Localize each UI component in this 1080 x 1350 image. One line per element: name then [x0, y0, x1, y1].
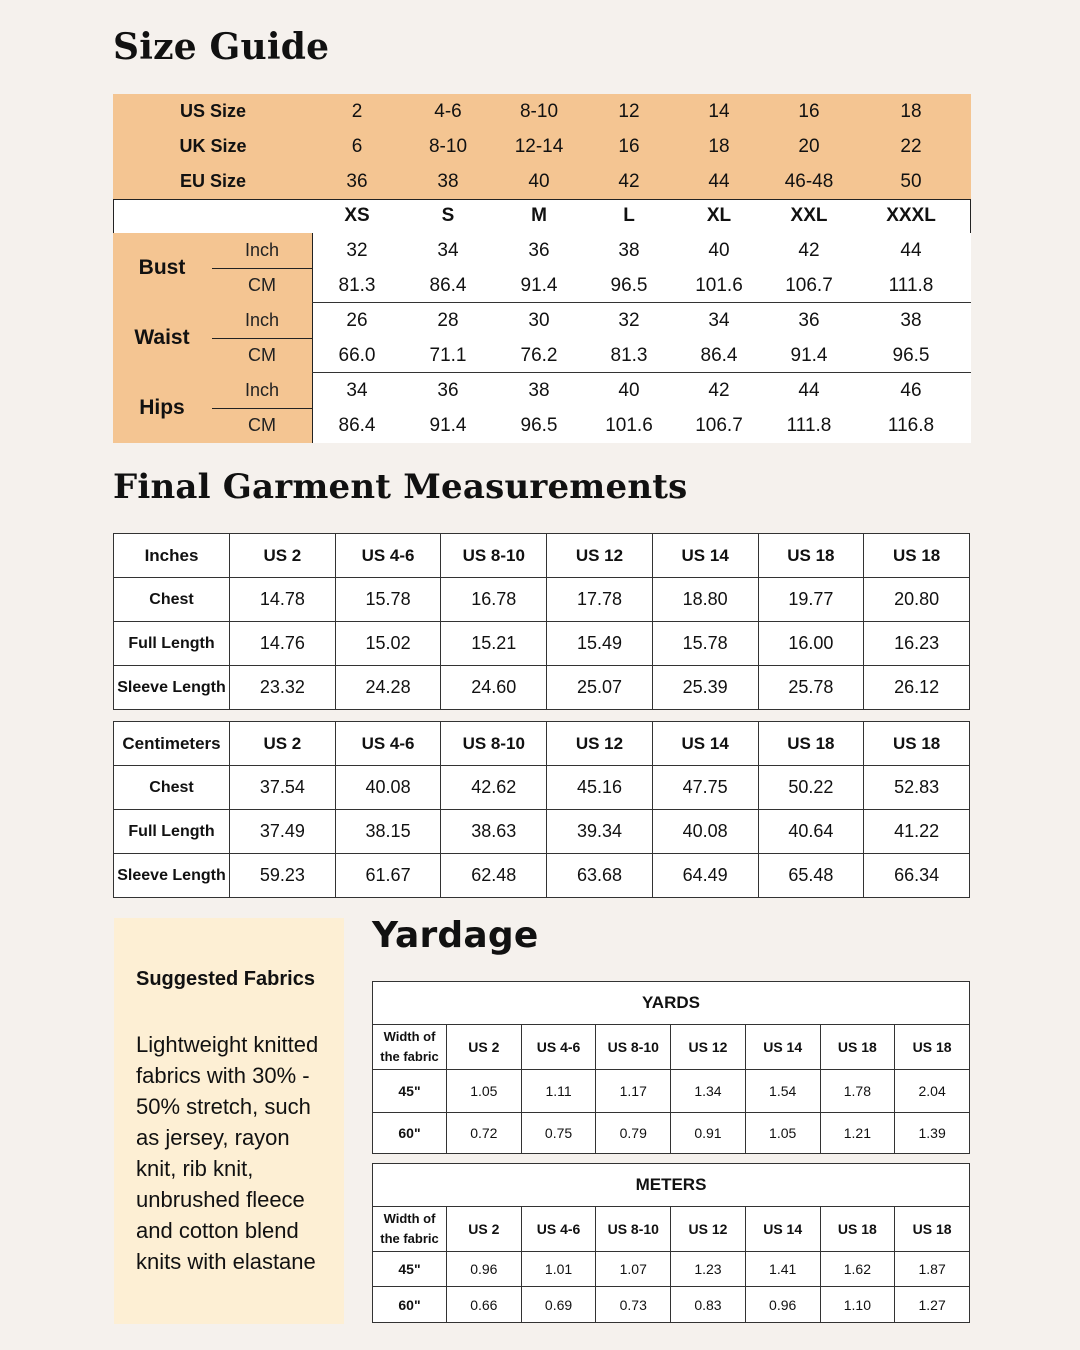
- letter-size-row-cell: L: [623, 205, 635, 226]
- meters-row: [373, 1252, 970, 1287]
- measure-waist-inch-cell: 30: [528, 310, 550, 331]
- unit-cm: CM: [248, 415, 276, 435]
- centimeters-cell: 62.48: [441, 854, 547, 898]
- measure-bust-inch-cell: 32: [346, 240, 368, 261]
- centimeters-cell: 63.68: [547, 854, 653, 898]
- yards-row-label: 60": [373, 1113, 447, 1154]
- measure-bust-cm-cell: 106.7: [785, 275, 833, 296]
- measure-bust-cm-cell: 111.8: [888, 275, 934, 296]
- yards-row-label: 45": [373, 1070, 447, 1113]
- size-guide-chart: [113, 94, 971, 443]
- size-row-us: [113, 94, 971, 129]
- inches-column-header: US 4-6: [335, 534, 441, 578]
- centimeters-cell: 42.62: [441, 766, 547, 810]
- unit-inch: Inch: [244, 240, 280, 260]
- inches-cell: 26.12: [864, 666, 970, 710]
- yards-cell: 0.91: [671, 1113, 746, 1154]
- yards-cell: 0.72: [447, 1113, 522, 1154]
- inches-column-header: US 8-10: [441, 534, 547, 578]
- letter-size-row-cell: XS: [344, 205, 370, 226]
- centimeters-corner: Centimeters: [114, 722, 230, 766]
- centimeters-cell: 52.83: [864, 766, 970, 810]
- centimeters-cell: 59.23: [230, 854, 336, 898]
- inches-cell: 18.80: [652, 578, 758, 622]
- size-row-label: EU Size: [179, 171, 247, 191]
- size-row-eu-cell: 38: [437, 171, 459, 192]
- centimeters-row-label: Full Length: [114, 810, 230, 854]
- measure-hips-cm-cell: 106.7: [695, 415, 743, 436]
- measure-hips-cm: [113, 408, 971, 443]
- suggested-fabrics-text: Lightweight knitted fabrics with 30% - 50% stretch, such as jersey, rayon knit, rib knit, unbrushed fleece and cotton blend knits with elastane: [136, 1032, 319, 1274]
- letter-size-row-cell: S: [441, 205, 455, 226]
- size-row-eu-cell: 36: [346, 171, 368, 192]
- measure-bust-cm-cell: 86.4: [429, 275, 467, 296]
- measure-waist-inch-cell: 26: [346, 310, 368, 331]
- yards-header-row: [373, 1025, 970, 1070]
- inches-row-label: Chest: [114, 578, 230, 622]
- suggested-fabrics-box: [114, 918, 344, 1324]
- inches-cell: 15.78: [652, 622, 758, 666]
- measure-waist-inch-cell: 28: [437, 310, 459, 331]
- meters-cell: 1.23: [671, 1252, 746, 1287]
- meters-cell: 1.10: [820, 1287, 895, 1323]
- inches-cell: 15.78: [335, 578, 441, 622]
- meters-cell: 0.96: [447, 1252, 522, 1287]
- size-row-us-cell: 8-10: [519, 101, 559, 122]
- unit-cm: CM: [248, 345, 276, 365]
- centimeters-cell: 40.08: [652, 810, 758, 854]
- size-row-us-cell: 16: [798, 101, 820, 122]
- measure-hips-cm-cell: 101.6: [605, 415, 653, 436]
- yards-cell: 2.04: [895, 1070, 970, 1113]
- inches-column-header: US 18: [864, 534, 970, 578]
- yards-column-header: US 18: [820, 1025, 895, 1070]
- centimeters-cell: 65.48: [758, 854, 864, 898]
- size-row-us-cell: 4-6: [434, 101, 462, 122]
- yards-cell: 1.11: [521, 1070, 596, 1113]
- size-row-eu-cell: 50: [900, 171, 922, 192]
- measure-hips-inch-cell: 42: [708, 380, 730, 401]
- yards-cell: 1.34: [671, 1070, 746, 1113]
- size-row-us-cell: 14: [708, 101, 730, 122]
- size-row-us-cell: 18: [900, 101, 922, 122]
- measure-waist-cm-cell: 81.3: [610, 345, 648, 366]
- inches-column-header: US 14: [652, 534, 758, 578]
- yards-cell: 0.79: [596, 1113, 671, 1154]
- centimeters-column-header: US 12: [547, 722, 653, 766]
- size-row-eu-cell: 40: [528, 171, 550, 192]
- yards-table: [372, 981, 970, 1154]
- centimeters-table: [113, 721, 970, 898]
- inches-cell: 15.02: [335, 622, 441, 666]
- letter-size-row: [113, 198, 971, 233]
- centimeters-row: [114, 810, 970, 854]
- inches-column-header: US 18: [758, 534, 864, 578]
- measure-hips-cm-cell: 91.4: [429, 415, 467, 436]
- unit-inch: Inch: [244, 310, 280, 330]
- inches-cell: 19.77: [758, 578, 864, 622]
- yards-column-header: US 4-6: [521, 1025, 596, 1070]
- yards-corner: Width of the fabric: [373, 1025, 447, 1070]
- measure-hips-inch-cell: 44: [798, 380, 820, 401]
- measure-hips-cm-cell: 86.4: [338, 415, 376, 436]
- size-row-label: US Size: [179, 101, 247, 121]
- yards-column-header: US 12: [671, 1025, 746, 1070]
- yards-column-header: US 18: [895, 1025, 970, 1070]
- centimeters-row: [114, 766, 970, 810]
- meters-column-header: US 4-6: [521, 1207, 596, 1252]
- meters-column-header: US 18: [895, 1207, 970, 1252]
- meters-cell: 1.07: [596, 1252, 671, 1287]
- meters-title-row: [373, 1164, 970, 1207]
- meters-cell: 1.27: [895, 1287, 970, 1323]
- meters-column-header: US 8-10: [596, 1207, 671, 1252]
- inches-cell: 14.76: [230, 622, 336, 666]
- measure-waist-cm: [113, 338, 971, 373]
- inches-row-label: Sleeve Length: [114, 666, 230, 710]
- centimeters-header-row: [114, 722, 970, 766]
- inches-cell: 24.60: [441, 666, 547, 710]
- centimeters-cell: 64.49: [652, 854, 758, 898]
- meters-cell: 1.01: [521, 1252, 596, 1287]
- meters-cell: 1.87: [895, 1252, 970, 1287]
- measure-waist-cm-cell: 96.5: [892, 345, 930, 366]
- centimeters-column-header: US 18: [758, 722, 864, 766]
- size-row-uk-cell: 12-14: [514, 136, 564, 157]
- unit-cm: CM: [248, 275, 276, 295]
- centimeters-cell: 37.54: [230, 766, 336, 810]
- measure-waist-cm-cell: 71.1: [429, 345, 467, 366]
- centimeters-cell: 47.75: [652, 766, 758, 810]
- size-row-uk-cell: 16: [618, 136, 640, 157]
- size-row-uk-cell: 18: [708, 136, 730, 157]
- yards-cell: 0.75: [521, 1113, 596, 1154]
- inches-row: [114, 666, 970, 710]
- centimeters-cell: 40.64: [758, 810, 864, 854]
- meters-column-header: US 18: [820, 1207, 895, 1252]
- measure-bust-inch-cell: 36: [528, 240, 550, 261]
- size-row-us-cell: 12: [618, 101, 640, 122]
- meters-header-row: [373, 1207, 970, 1252]
- meters-column-header: US 14: [745, 1207, 820, 1252]
- inches-cell: 20.80: [864, 578, 970, 622]
- centimeters-cell: 40.08: [335, 766, 441, 810]
- inches-row: [114, 622, 970, 666]
- centimeters-cell: 39.34: [547, 810, 653, 854]
- letter-size-row-cell: XL: [706, 205, 732, 226]
- measure-bust-inch-cell: 40: [708, 240, 730, 261]
- meters-cell: 1.41: [745, 1252, 820, 1287]
- measure-waist-inch-cell: 36: [798, 310, 820, 331]
- centimeters-row-label: Sleeve Length: [114, 854, 230, 898]
- yards-cell: 1.21: [820, 1113, 895, 1154]
- measure-waist-inch: [113, 303, 971, 338]
- measure-hips-inch-cell: 34: [346, 380, 368, 401]
- inches-table: [113, 533, 970, 710]
- letter-size-row-cell: XXXL: [886, 205, 936, 226]
- yards-cell: 1.54: [745, 1070, 820, 1113]
- inches-header-row: [114, 534, 970, 578]
- final-measurements-title: Final Garment Measurements: [113, 467, 688, 507]
- inches-column-header: US 12: [547, 534, 653, 578]
- size-row-label: UK Size: [179, 136, 247, 156]
- measure-hips-inch-cell: 36: [437, 380, 459, 401]
- measure-bust-inch-cell: 44: [900, 240, 922, 261]
- measure-waist-label: Waist: [134, 326, 190, 349]
- meters-row-label: 45": [373, 1252, 447, 1287]
- centimeters-column-header: US 8-10: [441, 722, 547, 766]
- measure-bust-inch-cell: 34: [437, 240, 459, 261]
- size-row-uk-cell: 8-10: [428, 136, 468, 157]
- measure-hips-inch: [113, 373, 971, 408]
- size-row-uk-cell: 22: [900, 136, 922, 157]
- inches-corner: Inches: [114, 534, 230, 578]
- centimeters-cell: 45.16: [547, 766, 653, 810]
- centimeters-cell: 38.15: [335, 810, 441, 854]
- centimeters-column-header: US 14: [652, 722, 758, 766]
- yards-cell: 1.05: [745, 1113, 820, 1154]
- measure-bust-cm-cell: 96.5: [610, 275, 648, 296]
- centimeters-row: [114, 854, 970, 898]
- measure-waist-inch-cell: 38: [900, 310, 922, 331]
- measure-waist-cm-cell: 76.2: [520, 345, 558, 366]
- meters-cell: 0.83: [671, 1287, 746, 1323]
- inches-cell: 15.21: [441, 622, 547, 666]
- yards-cell: 1.39: [895, 1113, 970, 1154]
- inches-cell: 15.49: [547, 622, 653, 666]
- centimeters-row-label: Chest: [114, 766, 230, 810]
- measure-bust-inch-cell: 38: [618, 240, 640, 261]
- inches-cell: 14.78: [230, 578, 336, 622]
- size-row-uk: [113, 129, 971, 164]
- meters-column-header: US 12: [671, 1207, 746, 1252]
- centimeters-cell: 61.67: [335, 854, 441, 898]
- letter-size-row-cell: XXL: [790, 205, 828, 226]
- size-row-eu-cell: 46-48: [784, 171, 834, 192]
- measure-bust-inch: [113, 233, 971, 268]
- yards-row: [373, 1113, 970, 1154]
- measure-bust-cm: [113, 268, 971, 303]
- measure-waist-inch-cell: 34: [708, 310, 730, 331]
- inches-cell: 25.78: [758, 666, 864, 710]
- yards-title: YARDS: [373, 982, 970, 1025]
- yardage-title: Yardage: [372, 915, 539, 956]
- measure-hips-label: Hips: [139, 396, 185, 419]
- size-row-uk-cell: 6: [351, 136, 363, 157]
- measure-hips-cm-cell: 111.8: [786, 415, 832, 436]
- measure-waist-cm-cell: 66.0: [338, 345, 376, 366]
- centimeters-cell: 50.22: [758, 766, 864, 810]
- yards-column-header: US 2: [447, 1025, 522, 1070]
- measure-hips-inch-cell: 38: [528, 380, 550, 401]
- meters-cell: 1.62: [820, 1252, 895, 1287]
- size-row-uk-cell: 20: [798, 136, 820, 157]
- inches-cell: 24.28: [335, 666, 441, 710]
- meters-cell: 0.69: [521, 1287, 596, 1323]
- measure-hips-cm-cell: 96.5: [520, 415, 558, 436]
- centimeters-column-header: US 2: [230, 722, 336, 766]
- suggested-fabrics-title: Suggested Fabrics: [136, 968, 315, 990]
- size-guide-title: Size Guide: [113, 26, 330, 68]
- yards-cell: 1.17: [596, 1070, 671, 1113]
- centimeters-cell: 37.49: [230, 810, 336, 854]
- meters-column-header: US 2: [447, 1207, 522, 1252]
- meters-cell: 0.96: [745, 1287, 820, 1323]
- measure-bust-label: Bust: [138, 256, 186, 279]
- centimeters-column-header: US 4-6: [335, 722, 441, 766]
- yards-cell: 1.05: [447, 1070, 522, 1113]
- yards-column-header: US 8-10: [596, 1025, 671, 1070]
- measure-bust-cm-cell: 91.4: [520, 275, 558, 296]
- yards-title-row: [373, 982, 970, 1025]
- yards-row: [373, 1070, 970, 1113]
- inches-cell: 16.23: [864, 622, 970, 666]
- inches-cell: 25.07: [547, 666, 653, 710]
- measure-waist-cm-cell: 86.4: [700, 345, 738, 366]
- measure-bust-cm-cell: 81.3: [338, 275, 376, 296]
- size-row-eu: [113, 164, 971, 199]
- inches-cell: 25.39: [652, 666, 758, 710]
- inches-cell: 23.32: [230, 666, 336, 710]
- meters-row-label: 60": [373, 1287, 447, 1323]
- inches-cell: 16.00: [758, 622, 864, 666]
- unit-inch: Inch: [244, 380, 280, 400]
- meters-table: [372, 1163, 970, 1323]
- measure-hips-inch-cell: 46: [900, 380, 922, 401]
- size-row-us-cell: 2: [351, 101, 363, 122]
- meters-title: METERS: [373, 1164, 970, 1207]
- centimeters-cell: 66.34: [864, 854, 970, 898]
- inches-cell: 16.78: [441, 578, 547, 622]
- centimeters-cell: 38.63: [441, 810, 547, 854]
- inches-row-label: Full Length: [114, 622, 230, 666]
- measure-bust-inch-cell: 42: [798, 240, 820, 261]
- centimeters-column-header: US 18: [864, 722, 970, 766]
- meters-cell: 0.73: [596, 1287, 671, 1323]
- measure-waist-cm-cell: 91.4: [790, 345, 828, 366]
- measure-bust-cm-cell: 101.6: [695, 275, 743, 296]
- inches-row: [114, 578, 970, 622]
- yards-column-header: US 14: [745, 1025, 820, 1070]
- centimeters-cell: 41.22: [864, 810, 970, 854]
- meters-cell: 0.66: [447, 1287, 522, 1323]
- meters-row: [373, 1287, 970, 1323]
- measure-hips-inch-cell: 40: [618, 380, 640, 401]
- measure-hips-cm-cell: 116.8: [887, 415, 935, 436]
- inches-column-header: US 2: [230, 534, 336, 578]
- letter-size-row-cell: M: [531, 205, 547, 226]
- yards-cell: 1.78: [820, 1070, 895, 1113]
- inches-cell: 17.78: [547, 578, 653, 622]
- measure-waist-inch-cell: 32: [618, 310, 640, 331]
- size-row-eu-cell: 44: [708, 171, 730, 192]
- size-row-eu-cell: 42: [618, 171, 640, 192]
- meters-corner: Width of the fabric: [373, 1207, 447, 1252]
